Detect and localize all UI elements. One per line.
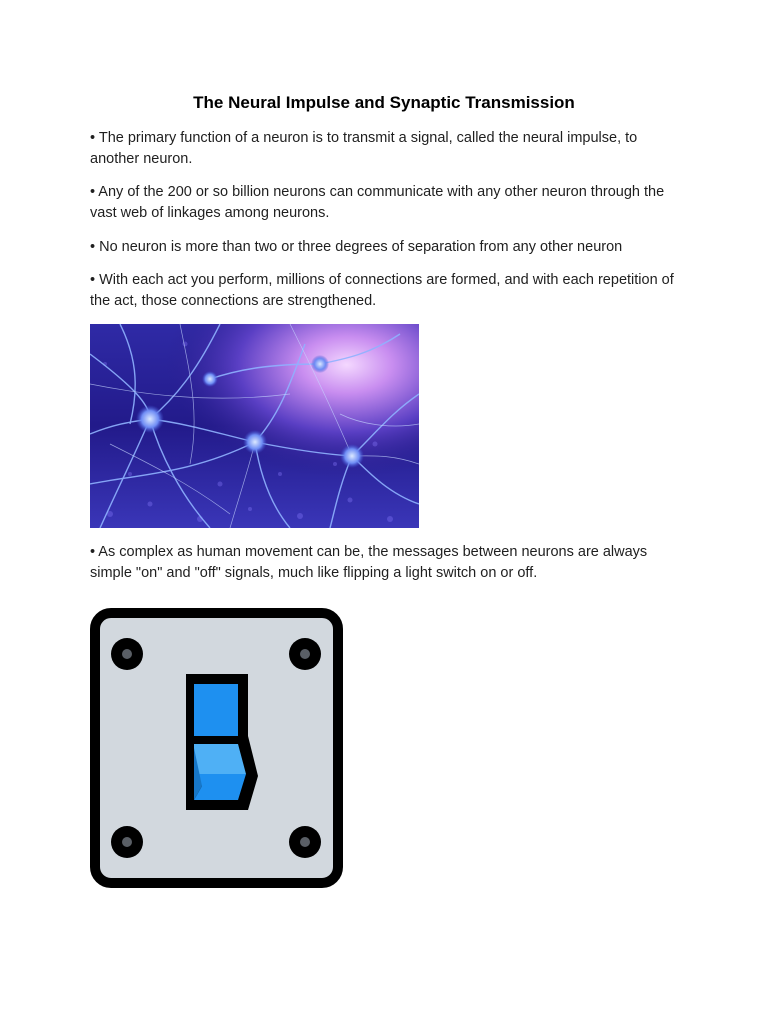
screw-icon — [111, 826, 143, 858]
bullet-paragraph: • Any of the 200 or so billion neurons can communicate with any other neuron through the vast web of linkages among neurons. — [90, 184, 665, 221]
bullet-paragraph: • With each act you perform, millions of connections are formed, and with each repetition of the act, those connections are strengthened. — [90, 272, 674, 309]
toggle-icon — [186, 674, 258, 810]
bullet-paragraph: • The primary function of a neuron is to transmit a signal, called the neural impulse, to another neuron. — [90, 130, 638, 167]
light-switch-icon — [90, 608, 343, 888]
bullet-paragraph: • As complex as human movement can be, the messages between neurons are always simple "on" and "off" signals, much like flipping a light switch on or off. — [90, 544, 648, 581]
neuron-network-illustration — [90, 324, 419, 528]
screw-icon — [111, 638, 143, 670]
bullet-paragraph: • No neuron is more than two or three degrees of separation from any other neuron — [90, 239, 623, 255]
screw-icon — [289, 638, 321, 670]
page-title: The Neural Impulse and Synaptic Transmission — [193, 93, 575, 112]
screw-icon — [289, 826, 321, 858]
